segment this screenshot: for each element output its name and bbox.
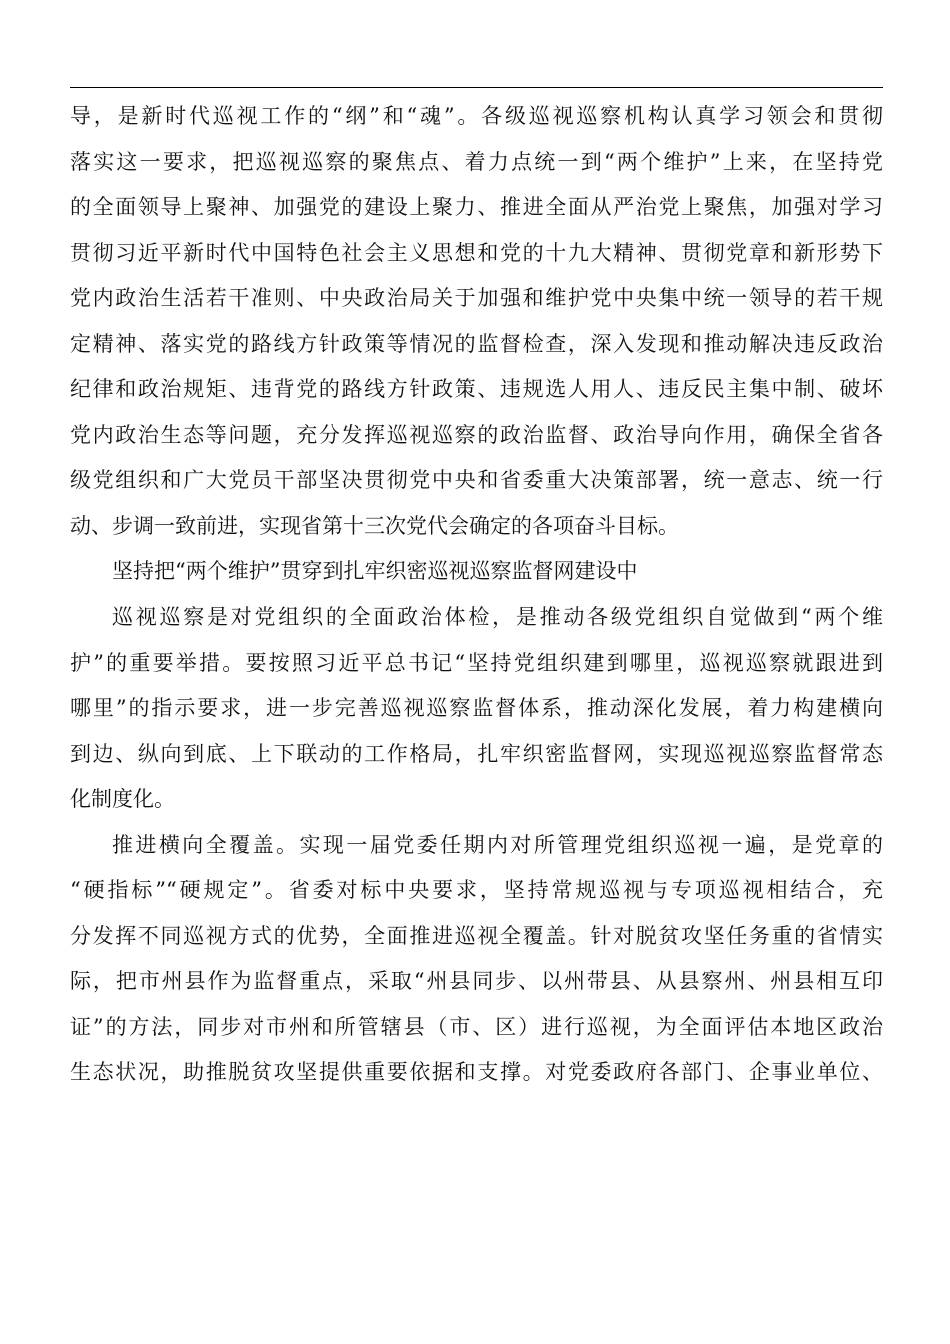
text-line: 党内政治生态等问题，充分发挥巡视巡察的政治监督、政治导向作用，确保全省各 — [70, 422, 883, 447]
text-line: 贯彻习近平新时代中国特色社会主义思想和党的十九大精神、贯彻党章和新形势下 — [70, 240, 883, 265]
text-line: 级党组织和广大党员干部坚决贯彻党中央和省委重大决策部署，统一意志、统一行 — [70, 468, 883, 493]
body-text — [70, 94, 883, 1096]
text-line: 导，是新时代巡视工作的“纲”和“魂”。各级巡视巡察机构认真学习领会和贯彻 — [70, 104, 883, 128]
text-line: 哪里”的指示要求，进一步完善巡视巡察监督体系，推动深化发展，着力构建横向 — [70, 696, 883, 721]
text-line: 推进横向全覆盖。实现一届党委任期内对所管理党组织巡视一遍，是党章的 — [112, 832, 883, 857]
text-line: 坚持把“两个维护”贯穿到扎牢织密巡视巡察监督网建设中 — [112, 559, 638, 584]
text-line: 落实这一要求，把巡视巡察的聚焦点、着力点统一到“两个维护”上来，在坚持党 — [70, 149, 883, 174]
text-line: 证”的方法，同步对市州和所管辖县（市、区）进行巡视，为全面评估本地区政治 — [70, 1014, 883, 1039]
text-line: 定精神、落实党的路线方针政策等情况的监督检查，深入发现和推动解决违反政治 — [70, 331, 883, 356]
text-line: “硬指标”“硬规定”。省委对标中央要求，坚持常规巡视与专项巡视相结合，充 — [70, 878, 883, 903]
text-line: 到边、纵向到底、上下联动的工作格局，扎牢织密监督网，实现巡视巡察监督常态 — [70, 741, 883, 766]
text-line: 党内政治生活若干准则、中央政治局关于加强和维护党中央集中统一领导的若干规 — [70, 286, 883, 311]
text-line: 护”的重要举措。要按照习近平总书记“坚持党组织建到哪里，巡视巡察就跟进到 — [70, 650, 883, 675]
text-line: 动、步调一致前进，实现省第十三次党代会确定的各项奋斗目标。 — [70, 513, 679, 538]
text-line: 化制度化。 — [70, 787, 175, 812]
text-line: 生态状况，助推脱贫攻坚提供重要依据和支撑。对党委政府各部门、企事业单位、 — [70, 1060, 883, 1085]
text-line: 的全面领导上聚神、加强党的建设上聚力、推进全面从严治党上聚焦，加强对学习 — [70, 195, 883, 220]
header-rule — [70, 87, 883, 88]
text-line: 纪律和政治规矩、违背党的路线方针政策、违规选人用人、违反民主集中制、破坏 — [70, 377, 883, 402]
text-line: 分发挥不同巡视方式的优势，全面推进巡视全覆盖。针对脱贫攻坚任务重的省情实 — [70, 923, 883, 948]
text-line: 际，把市州县作为监督重点，采取“州县同步、以州带县、从县察州、州县相互印 — [70, 969, 883, 994]
text-line: 巡视巡察是对党组织的全面政治体检，是推动各级党组织自觉做到“两个维 — [112, 605, 883, 630]
